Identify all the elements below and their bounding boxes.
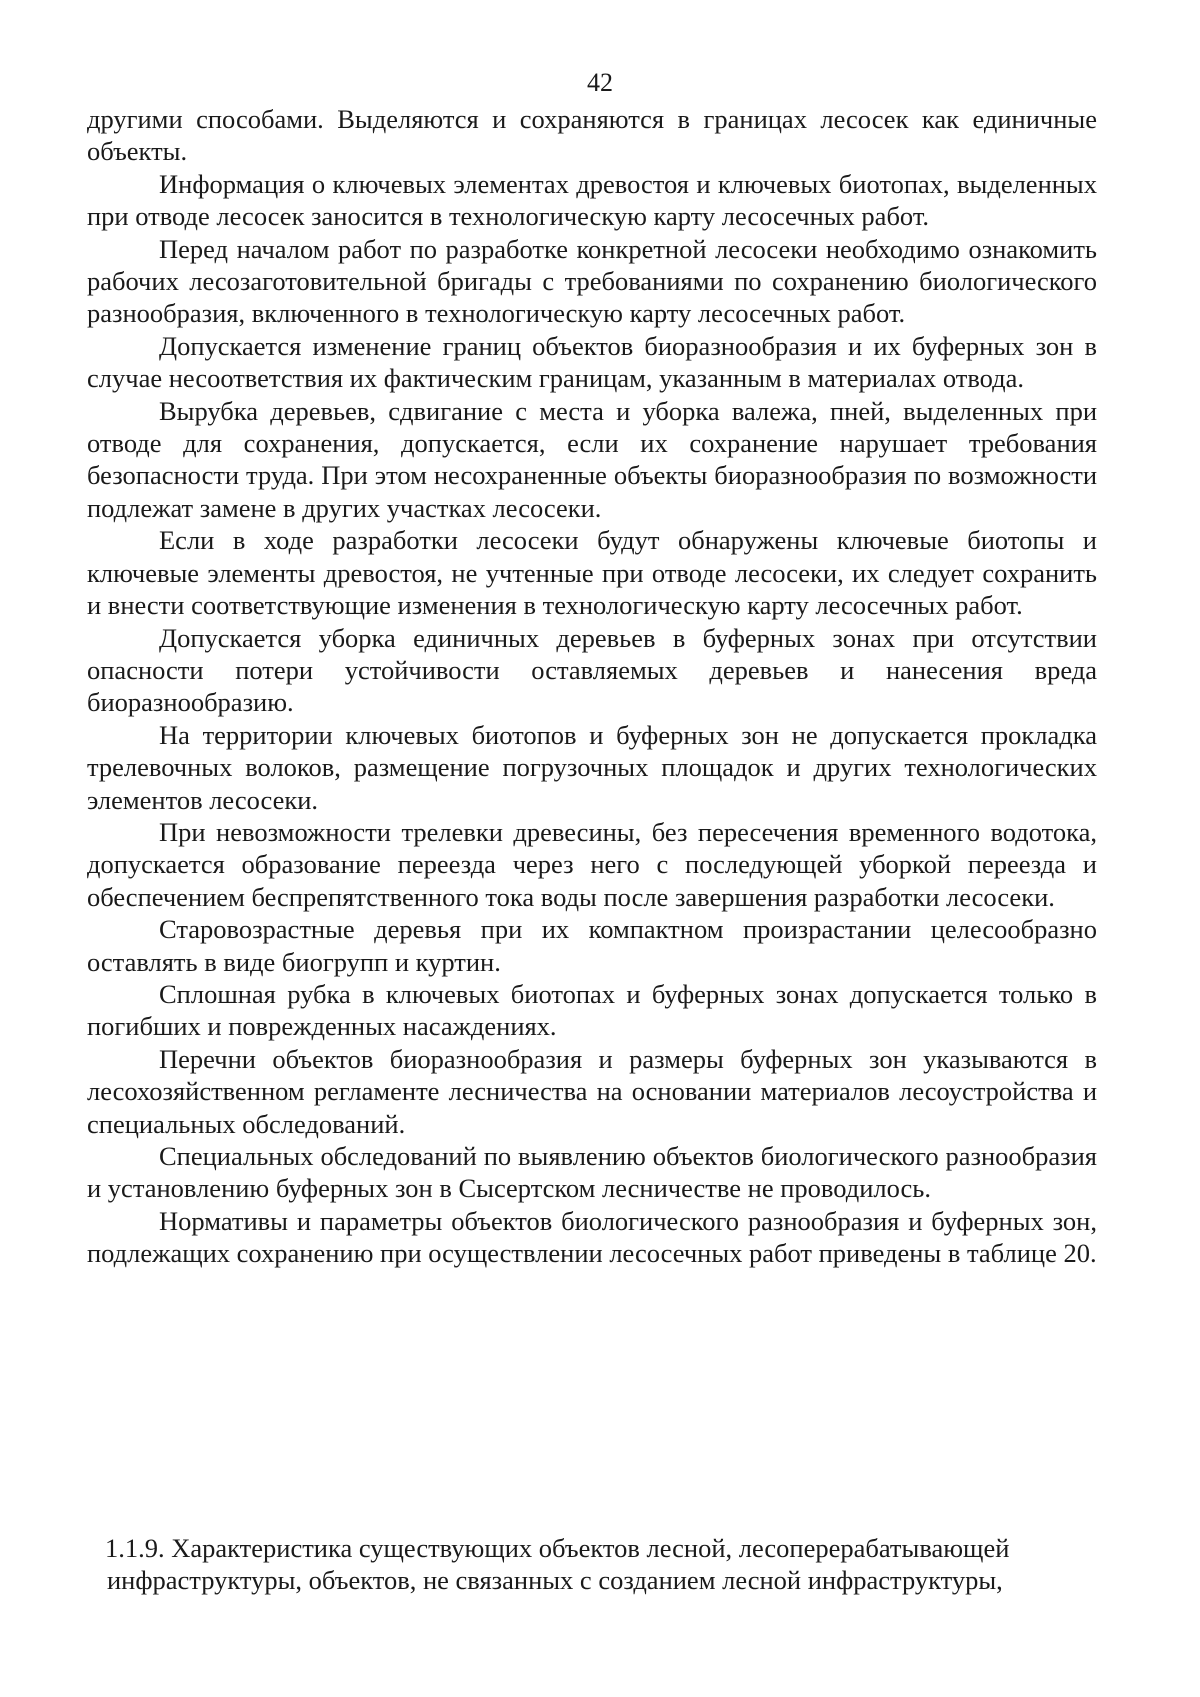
paragraph: Допускается уборка единичных деревьев в буферных зонах при отсутствии опасности потери устойчивости оставляемых деревьев и нанесения вреда биоразнообразию. <box>87 622 1097 718</box>
paragraph: Допускается изменение границ объектов биоразнообразия и их буферных зон в случае несоответствия их фактическим границам, указанным в материалах отвода. <box>87 330 1097 394</box>
section-heading-line: 1.1.9. Характеристика существующих объектов лесной, лесоперерабатывающей <box>105 1533 1010 1563</box>
paragraph: Информация о ключевых элементах древостоя и ключевых биотопах, выделенных при отводе лесосек заносится в технологическую карту лесосечных работ. <box>87 168 1097 232</box>
paragraph: Нормативы и параметры объектов биологического разнообразия и буферных зон, подлежащих сохранению при осуществлении лесосечных работ приведены в таблице 20. <box>87 1205 1097 1269</box>
body-text <box>87 103 1097 1270</box>
page-number: 42 <box>587 68 613 97</box>
paragraph: На территории ключевых биотопов и буферных зон не допускается прокладка трелевочных волоков, размещение погрузочных площадок и других технологических элементов лесосеки. <box>87 719 1097 815</box>
paragraph: Перед началом работ по разработке конкретной лесосеки необходимо ознакомить рабочих лесозаготовительной бригады с требованиями по сохранению биологического разнообразия, включенного в технологическую карту лесосечных работ. <box>87 233 1097 329</box>
section-heading <box>105 1532 1105 1597</box>
paragraph: Перечни объектов биоразнообразия и размеры буферных зон указываются в лесохозяйственном регламенте лесничества на основании материалов лесоустройства и специальных обследований. <box>87 1043 1097 1139</box>
paragraph: При невозможности трелевки древесины, без пересечения временного водотока, допускается образование переезда через него с последующей уборкой переезда и обеспечением беспрепятственного тока воды после завершения разработки лесосеки. <box>87 816 1097 912</box>
paragraph: Сплошная рубка в ключевых биотопах и буферных зонах допускается только в погибших и поврежденных насаждениях. <box>87 978 1097 1042</box>
paragraph: Старовозрастные деревья при их компактном произрастании целесообразно оставлять в виде биогрупп и куртин. <box>87 914 1097 977</box>
section-heading-line: инфраструктуры, объектов, не связанных с созданием лесной инфраструктуры, <box>107 1565 1003 1596</box>
paragraph: Если в ходе разработки лесосеки будут обнаружены ключевые биотопы и ключевые элементы древостоя, не учтенные при отводе лесосеки, их следует сохранить и внести соответствующие изменения в технологическую карту лесосечных работ. <box>87 525 1097 621</box>
paragraph: Вырубка деревьев, сдвигание с места и уборка валежа, пней, выделенных при отводе для сохранения, допускается, если их сохранение нарушает требования безопасности труда. При этом несохраненные объекты биоразнообразия по возможности подлежат замене в других участках лесосеки. <box>87 395 1097 523</box>
paragraph: Специальных обследований по выявлению объектов биологического разнообразия и установлению буферных зон в Сысертском лесничестве не проводилось. <box>87 1141 1097 1204</box>
paragraph: другими способами. Выделяются и сохраняются в границах лесосек как единичные объекты. <box>87 104 1097 167</box>
